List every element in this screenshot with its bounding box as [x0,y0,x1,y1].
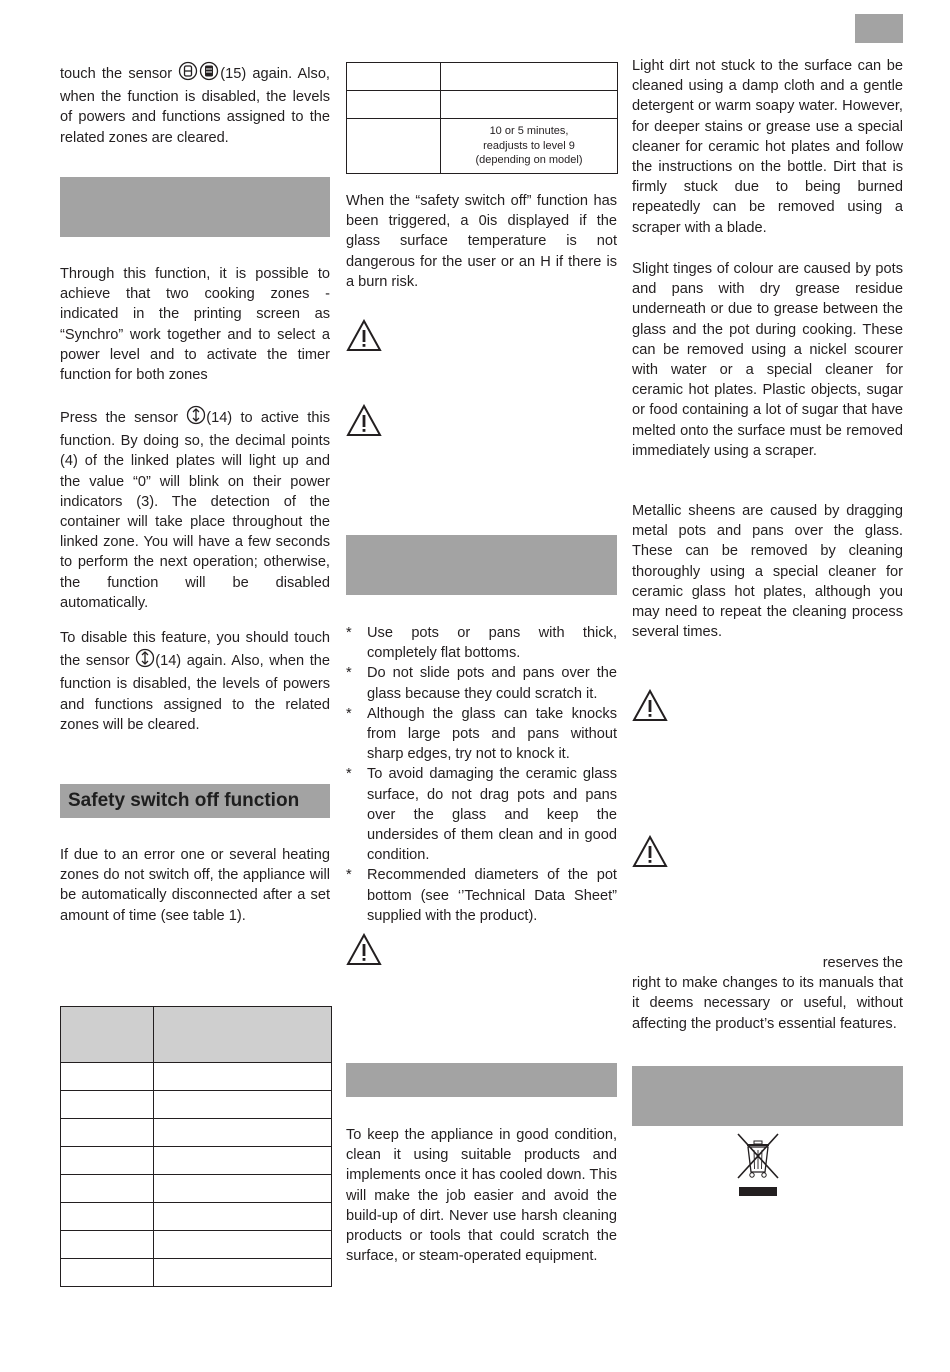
synchro-sensor-icon [135,648,155,674]
col3-tinges-paragraph [632,259,903,461]
table-cell [154,1231,332,1259]
text-fragment: Press the sensor [60,410,178,426]
col1-press-paragraph [60,405,330,613]
table-note-line: readjusts to level 9 [483,139,575,152]
table-header-cell [61,1007,154,1063]
table-row [61,1063,332,1091]
warning-triangle-icon [632,689,668,727]
col3-metallic-paragraph [632,501,903,642]
table-row [61,1203,332,1231]
col1-synchro-paragraph [60,264,330,385]
warning-triangle-icon [346,404,382,442]
text-fragment: Slight tinges of colour are caused by pots and pans with dry grease residue underneath or due to grease between the glass and the pot during cooking. These can be removed using a nickel scourer with water or a special cleaner for ceramic hot plates. Plastic objects, sugar or food containing a lot of sugar that have melted onto the surface must be removed immediately using a scraper. [632,261,903,459]
table-row [347,119,618,174]
col2-keep-paragraph [346,1125,617,1266]
table-cell [154,1063,332,1091]
table-cell [61,1259,154,1287]
table-cell [61,1119,154,1147]
warning-triangle-icon [632,835,668,873]
table-cell [154,1091,332,1119]
text-fragment: (14) to active this function. By doing so, the decimal points (4) of the linked plates will light up and the value “0” will blink on their power indicators (3). The detection of the container will take place throughout the linked zone. You will have a few seconds to perform the next operation; otherwise, the function will be disabled automatically. [60,410,330,611]
section-bar [632,1066,903,1126]
synchro-sensor-icon [186,405,206,431]
text-fragment: Light dirt not stuck to the surface can be cleaned using a damp cloth and a gentle detergent or warm soapy water. However, for deeper stains or grease use a special cleaner for ceramic hot plates and follow the instructions on the bottle. Dirt that is firmly stuck due to being burned repeatedly can be removed using a scraper with a blade. [632,58,903,236]
table-row [61,1259,332,1287]
table-cell [61,1091,154,1119]
tips-list [346,623,617,926]
text-fragment: To keep the appliance in good condition, clean it using suitable products and implements once it has cooled down. This will make the job easier and avoid the build-up of dirt. Never use harsh cleaning products or tools that could scratch the surface, or steam-operated equipment. [346,1127,617,1265]
text-fragment: If due to an error one or several heating zones do not switch off, the appliance will be automatically disconnected after a set amount of time (see table 1). [60,847,330,924]
table-row [347,91,618,119]
col2-bullet-list [346,623,617,926]
timer-sensor-icon [178,61,220,87]
table-cell [154,1119,332,1147]
table-cell [347,63,441,91]
section-bar [60,177,330,237]
table-cell [154,1259,332,1287]
warning-triangle-icon [346,933,382,971]
table-cell [441,119,618,174]
list-item: * To avoid damaging the ceramic glass surface, do not drag pots and pans over the glass and keep the undersides of them clean and in good condition. [346,764,617,865]
table-row [347,63,618,91]
text-fragment: Through this function, it is possible to achieve that two cooking zones -indicated in the printing screen as “Synchro” work together and to select a power level and to activate the timer function for both zones [60,266,330,384]
col3-reserves-paragraph [632,953,903,1034]
table-cell [154,1203,332,1231]
table-row [61,1119,332,1147]
text-fragment: Metallic sheens are caused by dragging metal pots and pans over the glass. These can be removed by cleaning thoroughly using a special cleaner for ceramic glass hot plates, although you may need to repeat the cleaning process several times. [632,503,903,641]
timeout-table [346,62,618,174]
table-note-line: (depending on model) [475,154,583,167]
table-cell [61,1063,154,1091]
section-bar [346,1063,617,1097]
text-fragment: (14) again. Also, when the function is disabled, the levels of powers and functions assigned to the related zones will be cleared. [60,653,330,733]
text-fragment: reserves the [822,955,903,971]
table-header-cell [154,1007,332,1063]
table-cell [61,1175,154,1203]
table-cell [441,91,618,119]
col2-triggered-paragraph [346,191,617,292]
section-bar [346,535,617,595]
table-cell [154,1147,332,1175]
list-item: * Recommended diameters of the pot bottom (see ‘’Technical Data Sheet” supplied with the product). [346,865,617,926]
table-cell [61,1203,154,1231]
table-note-line: 10 or 5 minutes, [489,125,569,138]
table-cell [154,1175,332,1203]
text-fragment: right to make changes to its manuals that it deems necessary or useful, without affecting the product’s essential features. [632,975,903,1032]
text-fragment: touch the sensor [60,66,173,82]
col1-top-paragraph [60,61,330,148]
col1-safety-paragraph [60,845,330,926]
table-row [61,1231,332,1259]
text-fragment: When the “safety switch off” function has been triggered, a 0is displayed if the glass surface temperature is not dangerous for the user or an H if there is a burn risk. [346,193,617,290]
table-row [61,1147,332,1175]
text-fragment: To disable this feature, you should touch the sensor [60,630,330,670]
page-corner-tab [855,14,903,43]
col3-light-paragraph [632,56,903,238]
table-cell [347,119,441,174]
table-cell [347,91,441,119]
table-row [61,1091,332,1119]
list-item: * Do not slide pots and pans over the glass because they could scratch it. [346,663,617,703]
weee-crossed-bin-icon [734,1132,782,1203]
table-cell [441,63,618,91]
list-item: * Although the glass can take knocks from large pots and pans without sharp edges, try not to knock it. [346,704,617,765]
list-item: * Use pots or pans with thick, completely flat bottoms. [346,623,617,663]
col1-disable-paragraph [60,628,330,735]
table-cell [61,1231,154,1259]
table-cell [61,1147,154,1175]
safety-table [60,1006,332,1287]
text-fragment: (15) again. Also, when the function is disabled, the levels of powers and functions assigned to the related zones are cleared. [60,66,330,146]
safety-heading: Safety switch off function [60,784,330,818]
table-row [61,1175,332,1203]
warning-triangle-icon [346,319,382,357]
table-header-row [61,1007,332,1063]
